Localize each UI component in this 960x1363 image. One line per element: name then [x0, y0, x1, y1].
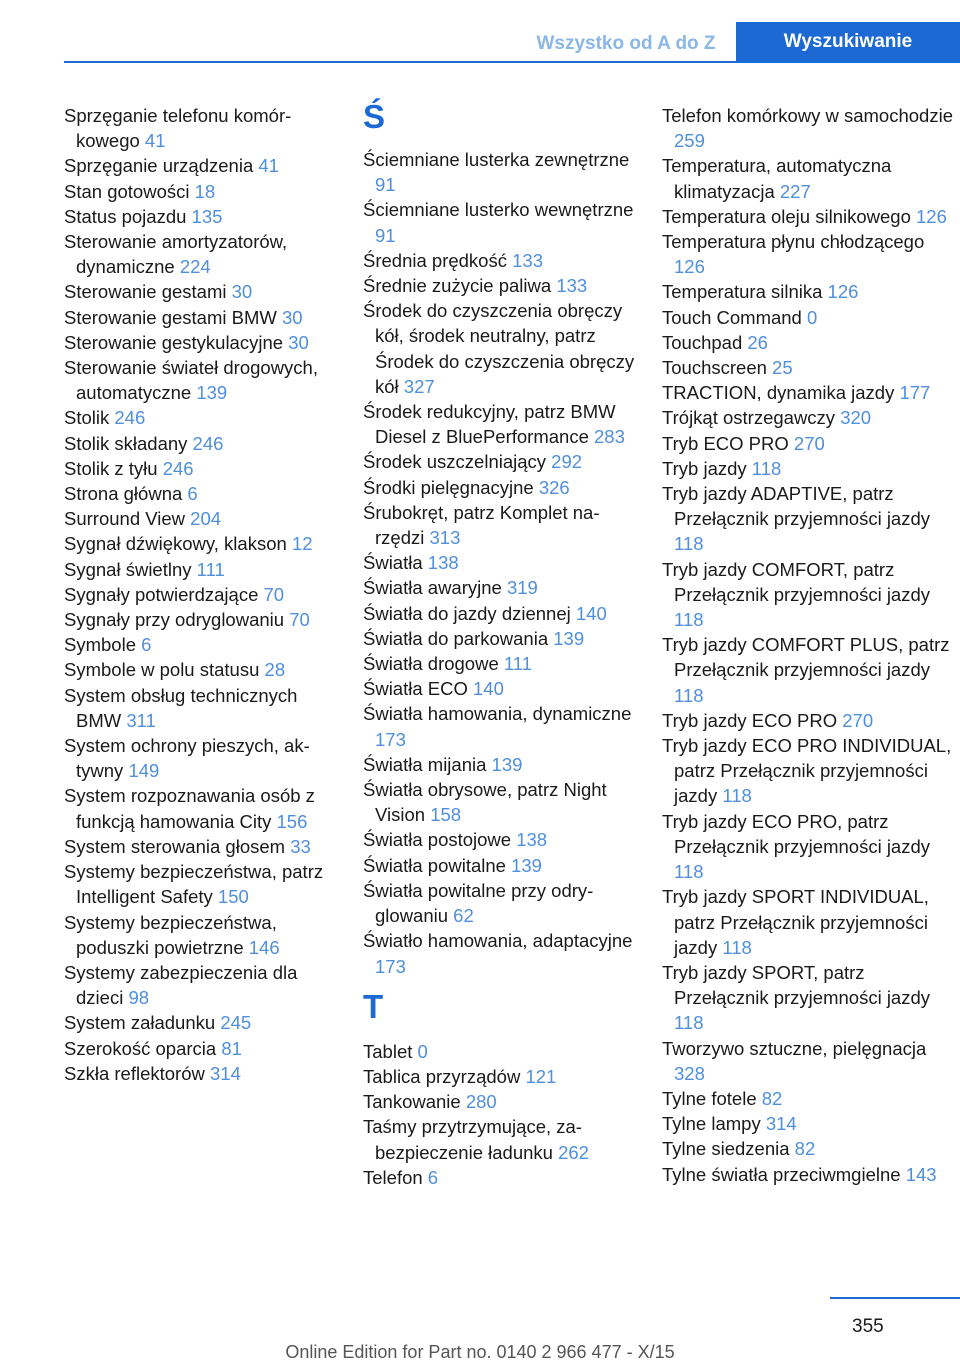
index-entry — [64, 733, 339, 783]
index-entry — [64, 330, 339, 355]
index-entry — [662, 405, 957, 430]
index-entry-term: Środek redukcyjny, patrz BMW Diesel z BluePerformance — [363, 401, 616, 448]
index-page-link[interactable]: 28 — [264, 659, 286, 681]
index-page-link[interactable]: 224 — [179, 256, 211, 278]
index-entry-term: Tryb jazdy SPORT INDIVIDUAL, patrz Przełącznik przyjemności jazdy — [662, 886, 929, 958]
index-page-link[interactable]: 204 — [190, 508, 222, 530]
index-page-link[interactable]: 18 — [194, 180, 216, 202]
index-page-link[interactable]: 139 — [196, 382, 228, 404]
index-page-link[interactable]: 126 — [674, 256, 705, 278]
index-page-link[interactable]: 150 — [217, 886, 249, 908]
index-entry-term: Sygnał świetlny — [64, 558, 197, 580]
index-entry — [363, 1039, 638, 1064]
index-entry-term: System sterowania głosem — [64, 835, 291, 857]
index-page-link[interactable]: 0 — [806, 306, 818, 328]
index-page-link[interactable]: 121 — [525, 1065, 557, 1087]
index-entry — [363, 827, 638, 852]
index-entry — [363, 1089, 638, 1114]
index-page-link[interactable]: 143 — [905, 1163, 937, 1185]
index-entry — [662, 960, 957, 1036]
index-page-link[interactable]: 82 — [761, 1087, 783, 1109]
index-page-link[interactable]: 139 — [511, 854, 542, 876]
index-entry-term: Światła do parkowania — [363, 627, 554, 649]
index-entry-term: Sprzęganie urządzenia — [64, 155, 259, 177]
index-page-link[interactable]: 6 — [187, 483, 198, 505]
index-page-link[interactable]: 118 — [674, 609, 704, 631]
index-entry — [363, 273, 638, 298]
index-entry-term: Stolik — [64, 407, 115, 429]
index-page-link[interactable]: 313 — [429, 527, 461, 549]
index-entry-term: Tylne światła przeciwmgielne — [662, 1163, 906, 1185]
index-entry-term: Tylne siedzenia — [662, 1138, 795, 1160]
index-page-link[interactable]: 135 — [191, 205, 223, 227]
index-page-link[interactable]: 82 — [794, 1138, 816, 1160]
index-entry-term: Sterowanie świateł drogowych, automatyczne — [64, 357, 318, 404]
index-entry-term: Symbole w polu statusu — [64, 659, 265, 681]
page-header — [0, 0, 960, 62]
index-page-link[interactable]: 140 — [575, 602, 607, 624]
index-page-link[interactable]: 25 — [772, 357, 793, 379]
index-entry-term: Trójkąt ostrzegawczy — [662, 407, 841, 429]
index-page-link[interactable]: 118 — [674, 861, 704, 883]
index-entry-term: Tryb jazdy ECO PRO, patrz Przełącznik przyjemności jazdy — [662, 810, 931, 857]
index-page-link[interactable]: 126 — [827, 281, 859, 303]
index-entry — [64, 859, 339, 909]
index-entry — [64, 1061, 339, 1086]
index-entry — [64, 204, 339, 229]
index-entry — [662, 809, 957, 885]
index-entry-term: TRACTION, dynamika jazdy — [662, 382, 900, 404]
index-entry-term: Światło hamowania, adaptacyjne — [363, 930, 633, 952]
index-entry — [363, 752, 638, 777]
index-entry — [363, 449, 638, 474]
tab-wszystko-od-a-do-z[interactable]: Wszystko od A do Z — [536, 33, 716, 54]
index-entry — [64, 355, 339, 405]
index-page-link[interactable]: 12 — [291, 533, 313, 555]
index-entry-term: Telefon komórkowy w samochodzie — [662, 105, 953, 126]
index-entry — [64, 1010, 339, 1035]
index-entry — [662, 330, 957, 355]
index-entry — [662, 557, 957, 633]
index-entry-term: Touchpad — [662, 331, 748, 353]
index-entry-term: Stan gotowości — [64, 180, 195, 202]
index-page-link[interactable]: 81 — [221, 1037, 242, 1059]
index-page-link[interactable]: 62 — [453, 905, 474, 927]
index-entry-term: Sygnał dźwiękowy, klakson — [64, 533, 292, 555]
index-entry-term: Środki pielęgnacyjne — [363, 476, 539, 498]
index-entry-term: Średnia prędkość — [363, 249, 513, 271]
index-entry-term: Światła drogowe — [363, 653, 504, 675]
index-page-link[interactable]: 158 — [430, 804, 462, 826]
index-entry-term: Tylne lampy — [662, 1113, 766, 1135]
index-entry-term: Światła — [363, 552, 428, 574]
index-entry — [662, 884, 957, 960]
index-entry-term: Temperatura oleju silnikowego — [662, 205, 916, 227]
index-page-link[interactable]: 6 — [427, 1166, 439, 1188]
index-entry — [64, 456, 339, 481]
index-entry-term: Touch Command — [662, 306, 807, 328]
index-page-link[interactable]: 30 — [281, 306, 303, 328]
index-entry — [64, 531, 339, 556]
index-entry-term: Temperatura płynu chłodzącego — [662, 231, 925, 253]
index-page-link[interactable]: 111 — [503, 653, 533, 675]
index-entry — [662, 279, 957, 304]
index-entry-term: Systemy bezpieczeństwa, poduszki powietrzne — [64, 911, 277, 958]
index-entry — [64, 431, 339, 456]
index-entry-term: Tablet — [363, 1040, 418, 1062]
page-number: 355 — [852, 1316, 884, 1337]
footer-edition: Online Edition for Part no. 0140 2 966 477 - X/15 — [285, 1342, 675, 1362]
index-entry-term: Stolik z tyłu — [64, 457, 163, 479]
index-entry-term: Temperatura silnika — [662, 281, 828, 303]
index-entry — [662, 632, 957, 708]
index-entry — [662, 1162, 957, 1187]
index-entry-term: Tryb ECO PRO — [662, 432, 794, 454]
index-entry — [662, 355, 957, 380]
index-entry — [363, 601, 638, 626]
index-entry — [363, 248, 638, 273]
index-entry-term: System rozpoznawania osób z funkcją hamowania City — [64, 785, 315, 832]
index-entry — [64, 153, 339, 178]
index-entry-term: Tankowanie — [363, 1091, 466, 1113]
index-page-link[interactable]: 30 — [288, 331, 309, 353]
index-entry — [662, 456, 957, 481]
index-page-link[interactable]: 70 — [289, 609, 310, 631]
index-entry-term: Ściemniane lusterko wewnętrzne — [363, 199, 634, 221]
index-entry — [64, 279, 339, 304]
index-entry — [64, 607, 339, 632]
index-page-link[interactable]: 314 — [765, 1113, 797, 1135]
index-entry-term: Tryb jazdy COMFORT, patrz Przełącznik przyjemności jazdy — [662, 558, 931, 605]
index-page-link[interactable]: 118 — [722, 936, 752, 958]
index-entry-term: Tryb jazdy — [662, 457, 752, 479]
index-page-link[interactable]: 156 — [276, 810, 308, 832]
index-entry-term: Szkła reflektorów — [64, 1062, 210, 1084]
index-page-link[interactable]: 118 — [674, 684, 704, 706]
index-page-link[interactable]: 246 — [114, 407, 146, 429]
index-entry — [662, 708, 957, 733]
index-page-link[interactable]: 91 — [375, 174, 396, 196]
index-page-link[interactable]: 140 — [473, 678, 504, 700]
index-entry — [662, 431, 957, 456]
index-entry-term: Tryb jazdy SPORT, patrz Przełącznik przyjemności jazdy — [662, 961, 931, 1009]
index-entry — [64, 910, 339, 960]
index-entry-term: Sterowanie gestykulacyjne — [64, 331, 289, 353]
index-column-1 — [64, 103, 339, 1086]
tab-wyszukiwanie[interactable]: Wyszukiwanie — [736, 22, 960, 62]
index-entry — [64, 103, 339, 153]
index-entry — [64, 506, 339, 531]
index-entry — [662, 481, 957, 557]
index-entry-term: System załadunku — [64, 1012, 221, 1034]
index-page-link[interactable]: 118 — [722, 785, 752, 807]
index-page-link[interactable]: 314 — [210, 1062, 241, 1084]
index-page-link[interactable]: 173 — [375, 728, 406, 750]
index-letter-heading: T — [363, 987, 384, 1025]
index-page-link[interactable]: 139 — [553, 627, 585, 649]
index-entry-term: Światła do jazdy dziennej — [363, 602, 576, 624]
index-entry-term: Sterowanie amortyzatorów, dynamiczne — [64, 231, 288, 278]
index-entry-term: Światła awaryjne — [363, 577, 507, 599]
header-divider — [64, 61, 960, 63]
index-entry-term: Światła hamowania, dynamiczne — [363, 703, 632, 725]
index-entry-term: Tablica przyrządów — [363, 1065, 526, 1087]
index-entry-term: Tylne fotele — [662, 1087, 762, 1109]
index-entry-term: Światła postojowe — [363, 829, 517, 851]
index-column-3 — [662, 103, 957, 1187]
index-page-link[interactable]: 6 — [141, 634, 152, 656]
index-entry — [64, 1036, 339, 1061]
index-entry-term: Surround View — [64, 508, 191, 530]
index-entry — [363, 651, 638, 676]
index-page-link[interactable]: 118 — [751, 457, 782, 479]
index-page-link[interactable]: 227 — [779, 180, 811, 202]
index-page-link[interactable]: 262 — [558, 1141, 589, 1163]
index-entry-term: Tryb jazdy ADAPTIVE, patrz Przełącznik przyjemności jazdy — [662, 483, 931, 530]
index-page-link[interactable]: 259 — [674, 130, 705, 152]
index-page-link[interactable]: 270 — [842, 709, 874, 731]
index-page-link[interactable]: 319 — [506, 577, 538, 599]
index-entry-term: Śrubokręt, patrz Komplet narzędzi — [363, 501, 600, 549]
index-page-link[interactable]: 292 — [551, 451, 583, 473]
index-entry — [64, 632, 339, 657]
index-entry — [363, 550, 638, 575]
index-entry — [64, 683, 339, 733]
index-entry-term: Temperatura, automatyczna klimatyzacja — [662, 155, 892, 202]
index-page-link[interactable]: 118 — [674, 1012, 704, 1034]
index-entry — [662, 153, 957, 203]
index-page-link[interactable]: 320 — [840, 407, 872, 429]
index-page-link[interactable]: 311 — [126, 709, 156, 731]
index-page-link[interactable]: 146 — [248, 936, 280, 958]
index-entry — [363, 676, 638, 701]
index-entry-term: Stolik składany — [64, 432, 193, 454]
index-entry — [662, 204, 957, 229]
index-entry-term: Środek do czyszczenia obręczy kół, środek neutralny, patrz Środek do czyszczenia obręczy kół — [363, 300, 635, 397]
index-page-link[interactable]: 280 — [465, 1091, 497, 1113]
index-entry — [64, 657, 339, 682]
index-entry — [363, 777, 638, 827]
index-page-link[interactable]: 126 — [916, 205, 947, 227]
index-column-2 — [363, 98, 638, 1190]
index-entry-term: Status pojazdu — [64, 205, 192, 227]
index-page-link[interactable]: 70 — [263, 583, 285, 605]
index-entry — [64, 960, 339, 1010]
index-entry — [363, 500, 638, 550]
index-entry-term: Sprzęganie telefonu komórkowego — [64, 105, 292, 152]
index-entry — [662, 733, 957, 809]
index-entry-term: Touchscreen — [662, 357, 773, 379]
index-page-link[interactable]: 149 — [128, 760, 160, 782]
index-page-link[interactable]: 0 — [417, 1040, 428, 1062]
index-entry — [363, 928, 638, 978]
index-entry-term: Tworzywo sztuczne, pielęgnacja — [662, 1037, 927, 1059]
index-page-link[interactable]: 30 — [231, 281, 253, 303]
index-page-link[interactable]: 26 — [747, 331, 768, 353]
index-page-link[interactable]: 111 — [196, 558, 225, 580]
index-page-link[interactable]: 173 — [375, 955, 406, 977]
index-entry — [363, 575, 638, 600]
index-page-link[interactable]: 283 — [594, 426, 625, 448]
index-page-link[interactable]: 91 — [375, 224, 396, 246]
index-page-link[interactable]: 118 — [674, 533, 704, 555]
index-page-link[interactable]: 270 — [793, 432, 825, 454]
index-entry-term: Taśmy przytrzymujące, zabezpieczenie ładunku — [363, 1116, 582, 1163]
index-page-link[interactable]: 41 — [258, 155, 279, 177]
index-entry — [662, 305, 957, 330]
index-entry-term: Tryb jazdy ECO PRO INDIVIDUAL, patrz Przełącznik przyjemności jazdy — [662, 735, 952, 807]
index-entry-term: Telefon — [363, 1166, 428, 1188]
index-entry — [64, 783, 339, 833]
index-page-link[interactable]: 139 — [491, 753, 523, 775]
index-entry-term: Światła powitalne — [363, 854, 512, 876]
index-entry — [363, 1114, 638, 1164]
index-page-link[interactable]: 246 — [162, 457, 194, 479]
index-entry-term: Symbole — [64, 634, 142, 656]
index-page-link[interactable]: 133 — [556, 275, 588, 297]
index-entry-term: Światła powitalne przy odryglowaniu — [363, 879, 594, 927]
index-entry — [662, 1036, 957, 1086]
index-entry — [363, 878, 638, 928]
index-entry-term: Sygnały przy odryglowaniu — [64, 609, 290, 631]
index-entry-term: Tryb jazdy COMFORT PLUS, patrz Przełącznik przyjemności jazdy — [662, 634, 950, 681]
index-entry — [64, 405, 339, 430]
index-entry — [363, 1064, 638, 1089]
index-entry — [363, 701, 638, 751]
index-entry — [363, 853, 638, 878]
index-letter-heading: Ś — [363, 98, 386, 135]
index-entry-term: Systemy zabezpieczenia dla dzieci — [64, 961, 298, 1009]
index-entry-term: Tryb jazdy ECO PRO — [662, 709, 843, 731]
index-entry — [662, 1136, 957, 1161]
index-entry — [662, 380, 957, 405]
index-entry-term: Ściemniane lusterka zewnętrzne — [363, 149, 630, 170]
index-entry — [662, 103, 957, 153]
index-entry — [363, 298, 638, 399]
index-page-link[interactable]: 245 — [220, 1012, 252, 1034]
index-page-link[interactable]: 177 — [899, 382, 931, 404]
index-entry-term: Sterowanie gestami BMW — [64, 306, 282, 328]
index-entry — [662, 1111, 957, 1136]
index-page-link[interactable]: 138 — [516, 829, 548, 851]
index-entry — [363, 147, 638, 197]
index-entry-term: Światła ECO — [363, 678, 474, 700]
index-entry-term: System obsług technicznych BMW — [64, 684, 298, 731]
index-page-link[interactable]: 98 — [128, 987, 150, 1009]
index-page-link[interactable]: 33 — [290, 835, 311, 857]
index-entry — [64, 229, 339, 279]
index-entry — [363, 475, 638, 500]
index-entry-term: Szerokość oparcia — [64, 1037, 222, 1059]
index-page-link[interactable]: 326 — [538, 476, 570, 498]
index-entry-term: System ochrony pieszych, aktywny — [64, 735, 310, 782]
index-entry — [363, 626, 638, 651]
index-entry-term: Światła obrysowe, patrz Night Vision — [363, 779, 607, 826]
index-page-link[interactable]: 133 — [512, 249, 543, 271]
index-page-link[interactable]: 328 — [674, 1062, 705, 1084]
index-entry — [363, 399, 638, 449]
index-entry — [662, 1086, 957, 1111]
page-number-rule — [830, 1297, 960, 1299]
index-entry-term: Sygnały potwierdzające — [64, 583, 264, 605]
index-page-link[interactable]: 327 — [403, 375, 435, 397]
index-entry — [64, 305, 339, 330]
index-entry — [363, 197, 638, 247]
index-entry-term: Środek uszczelniający — [363, 451, 552, 473]
index-entry — [363, 1165, 638, 1190]
index-entry — [64, 557, 339, 582]
index-entry-term: Światła mijania — [363, 753, 492, 775]
index-page-link[interactable]: 246 — [192, 432, 224, 454]
index-entry — [64, 582, 339, 607]
index-entry — [64, 834, 339, 859]
index-entry — [64, 481, 339, 506]
index-entry-term: Systemy bezpieczeństwa, patrz Intelligent Safety — [64, 861, 324, 908]
index-entry-term: Strona główna — [64, 483, 188, 505]
index-entry — [662, 229, 957, 279]
index-entry — [64, 179, 339, 204]
index-entry-term: Średnie zużycie paliwa — [363, 275, 557, 297]
index-entry-term: Sterowanie gestami — [64, 281, 232, 303]
index-page-link[interactable]: 138 — [427, 552, 459, 574]
index-page-link[interactable]: 41 — [144, 130, 166, 152]
